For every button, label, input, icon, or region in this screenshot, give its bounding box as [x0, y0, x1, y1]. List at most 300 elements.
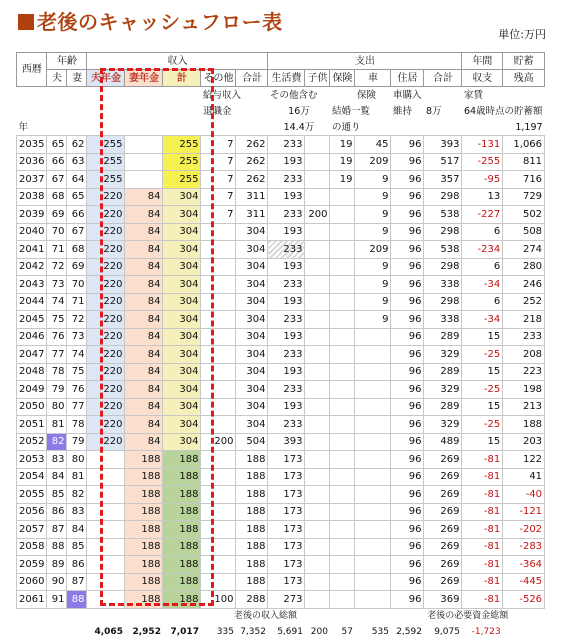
husband-age-cell: 90: [47, 573, 67, 591]
other-income-cell: [201, 258, 236, 276]
cashflow-table: [16, 52, 545, 641]
savings-cell: 223: [503, 363, 545, 381]
wife-pension-cell: 188: [125, 486, 163, 504]
col-savings-balance: 残高: [503, 70, 545, 87]
living-cell: 173: [268, 521, 305, 539]
husband-pension-cell: 255: [87, 136, 125, 154]
wife-age-cell: 78: [67, 416, 87, 434]
husband-pension-cell: 220: [87, 363, 125, 381]
insurance-cell: [330, 573, 355, 591]
children-cell: [305, 398, 330, 416]
car-cell: [355, 328, 391, 346]
living-cell: 233: [268, 311, 305, 329]
savings-cell: 1,066: [503, 136, 545, 154]
expense-total-cell: 517: [424, 153, 462, 171]
insurance-cell: [330, 346, 355, 364]
note-row-1: [17, 87, 545, 104]
table-row: [17, 486, 545, 504]
col-income-total: 合計: [236, 70, 268, 87]
other-income-cell: [201, 363, 236, 381]
wife-pension-cell: 84: [125, 223, 163, 241]
insurance-cell: [330, 241, 355, 259]
balance-cell: -81: [462, 503, 503, 521]
housing-cell: 96: [391, 136, 424, 154]
car-cell: 9: [355, 206, 391, 224]
wife-age-cell: 67: [67, 223, 87, 241]
balance-cell: -81: [462, 521, 503, 539]
col-wife-age: 妻: [67, 70, 87, 87]
other-income-cell: [201, 451, 236, 469]
wife-pension-cell: 84: [125, 311, 163, 329]
housing-cell: 96: [391, 486, 424, 504]
children-cell: [305, 153, 330, 171]
savings-cell: 188: [503, 416, 545, 434]
income-total-cell: 188: [236, 538, 268, 556]
col-savings-header: 貯蓄: [503, 53, 545, 70]
wife-age-cell: 84: [67, 521, 87, 539]
living-cell: 173: [268, 556, 305, 574]
car-cell: 9: [355, 293, 391, 311]
year-cell: 2037: [17, 171, 47, 189]
year-cell: 2049: [17, 381, 47, 399]
income-total-cell: 188: [236, 503, 268, 521]
income-total-cell: 304: [236, 223, 268, 241]
wife-age-cell: 69: [67, 258, 87, 276]
wife-pension-cell: [125, 153, 163, 171]
table-row: [17, 503, 545, 521]
insurance-cell: [330, 416, 355, 434]
other-income-cell: [201, 503, 236, 521]
husband-age-cell: 85: [47, 486, 67, 504]
savings-cell: 252: [503, 293, 545, 311]
year-cell: 2051: [17, 416, 47, 434]
income-total-cell: 188: [236, 468, 268, 486]
savings-cell: 122: [503, 451, 545, 469]
wife-pension-cell: 84: [125, 241, 163, 259]
other-income-cell: 7: [201, 136, 236, 154]
total-other: 335: [216, 627, 234, 637]
other-income-cell: 200: [201, 433, 236, 451]
note-maintenance: 維持: [392, 105, 412, 117]
col-income-header: 収入: [87, 53, 268, 70]
wife-age-cell: 62: [67, 136, 87, 154]
note-retirement: 退職金: [202, 105, 232, 117]
table-row: [17, 451, 545, 469]
year-cell: 2036: [17, 153, 47, 171]
other-income-cell: [201, 521, 236, 539]
husband-pension-cell: 220: [87, 258, 125, 276]
car-cell: [355, 486, 391, 504]
year-cell: 2043: [17, 276, 47, 294]
income-total-cell: 262: [236, 153, 268, 171]
table-row: [17, 223, 545, 241]
other-income-cell: 100: [201, 591, 236, 609]
insurance-cell: [330, 451, 355, 469]
husband-pension-cell: 220: [87, 223, 125, 241]
savings-cell: 208: [503, 346, 545, 364]
year-cell: 2044: [17, 293, 47, 311]
col-expense-header: 支出: [268, 53, 462, 70]
wife-age-cell: 87: [67, 573, 87, 591]
children-cell: [305, 171, 330, 189]
income-total-cell: 304: [236, 276, 268, 294]
savings-cell: -364: [503, 556, 545, 574]
other-income-cell: [201, 486, 236, 504]
insurance-cell: [330, 188, 355, 206]
note-wedding: 結婚一覧: [331, 105, 370, 117]
car-cell: [355, 363, 391, 381]
husband-pension-cell: [87, 538, 125, 556]
table-row: [17, 241, 545, 259]
expense-total-cell: 289: [424, 328, 462, 346]
expense-total-cell: 298: [424, 293, 462, 311]
savings-cell: 280: [503, 258, 545, 276]
expense-total-cell: 289: [424, 398, 462, 416]
balance-cell: -81: [462, 468, 503, 486]
income-subtotal-cell: 304: [163, 363, 201, 381]
wife-age-cell: 81: [67, 468, 87, 486]
savings-cell: 218: [503, 311, 545, 329]
husband-pension-cell: [87, 468, 125, 486]
husband-pension-cell: 220: [87, 206, 125, 224]
savings-cell: 508: [503, 223, 545, 241]
col-wife-pension: 妻年金: [125, 70, 163, 87]
other-income-cell: 7: [201, 206, 236, 224]
income-total-cell: 188: [236, 573, 268, 591]
husband-age-cell: 86: [47, 503, 67, 521]
husband-pension-cell: 255: [87, 153, 125, 171]
wife-pension-cell: 84: [125, 276, 163, 294]
year-cell: 2050: [17, 398, 47, 416]
expense-total-cell: 298: [424, 188, 462, 206]
husband-pension-cell: 220: [87, 346, 125, 364]
income-subtotal-cell: 188: [163, 486, 201, 504]
savings-cell: -40: [503, 486, 545, 504]
wife-pension-cell: 84: [125, 188, 163, 206]
year-cell: 2053: [17, 451, 47, 469]
table-row: [17, 258, 545, 276]
other-income-cell: [201, 538, 236, 556]
car-cell: 9: [355, 258, 391, 276]
savings-cell: 198: [503, 381, 545, 399]
expense-total-cell: 538: [424, 241, 462, 259]
income-subtotal-cell: 188: [163, 538, 201, 556]
note-living-val: 16万: [288, 105, 310, 117]
balance-cell: -81: [462, 486, 503, 504]
year-cell: 2041: [17, 241, 47, 259]
husband-age-cell: 66: [47, 153, 67, 171]
wife-pension-cell: 84: [125, 293, 163, 311]
car-cell: [355, 591, 391, 609]
wife-age-cell: 68: [67, 241, 87, 259]
insurance-cell: [330, 433, 355, 451]
col-balance: 収支: [462, 70, 503, 87]
housing-cell: 96: [391, 363, 424, 381]
income-total-cell: 304: [236, 293, 268, 311]
expense-total-cell: 269: [424, 503, 462, 521]
husband-pension-cell: 220: [87, 311, 125, 329]
living-cell: 193: [268, 328, 305, 346]
housing-cell: 96: [391, 433, 424, 451]
husband-age-cell: 82: [47, 433, 67, 451]
car-cell: 9: [355, 276, 391, 294]
car-cell: [355, 398, 391, 416]
expense-total-cell: 298: [424, 223, 462, 241]
car-cell: 9: [355, 171, 391, 189]
note-salary: 給与収入: [202, 89, 241, 101]
housing-cell: 96: [391, 328, 424, 346]
year-cell: 2059: [17, 556, 47, 574]
insurance-cell: [330, 363, 355, 381]
other-income-cell: 7: [201, 188, 236, 206]
wife-pension-cell: 188: [125, 468, 163, 486]
car-cell: 9: [355, 188, 391, 206]
total-children: 200: [310, 627, 328, 637]
totals-label-row: [17, 608, 545, 625]
total-wife-pension: 2,952: [132, 627, 161, 637]
note-rent: 家賃: [463, 89, 483, 101]
balance-cell: -34: [462, 311, 503, 329]
wife-pension-cell: 84: [125, 258, 163, 276]
table-row: [17, 328, 545, 346]
income-subtotal-cell: 304: [163, 206, 201, 224]
expense-total-cell: 289: [424, 363, 462, 381]
table-row: [17, 521, 545, 539]
wife-age-cell: 85: [67, 538, 87, 556]
living-cell: 273: [268, 591, 305, 609]
data-rows: [17, 136, 545, 609]
housing-cell: 96: [391, 188, 424, 206]
balance-cell: 15: [462, 433, 503, 451]
balance-cell: 13: [462, 188, 503, 206]
income-total-cell: 188: [236, 521, 268, 539]
wife-pension-cell: 84: [125, 346, 163, 364]
income-total-cell: 304: [236, 416, 268, 434]
expense-total-cell: 369: [424, 591, 462, 609]
col-housing: 住居: [391, 70, 424, 87]
savings-cell: -283: [503, 538, 545, 556]
wife-age-cell: 73: [67, 328, 87, 346]
children-cell: [305, 381, 330, 399]
housing-cell: 96: [391, 381, 424, 399]
income-total-cell: 311: [236, 206, 268, 224]
husband-age-cell: 83: [47, 451, 67, 469]
balance-cell: 15: [462, 328, 503, 346]
children-cell: [305, 223, 330, 241]
wife-pension-cell: 188: [125, 556, 163, 574]
balance-cell: 6: [462, 223, 503, 241]
husband-age-cell: 65: [47, 136, 67, 154]
col-other-income: その他: [201, 70, 236, 87]
note-other-incl: その他含む: [269, 89, 318, 101]
wife-pension-cell: 188: [125, 521, 163, 539]
balance-cell: -81: [462, 573, 503, 591]
other-income-cell: [201, 223, 236, 241]
savings-cell: 203: [503, 433, 545, 451]
balance-cell: -81: [462, 556, 503, 574]
husband-pension-cell: [87, 573, 125, 591]
other-income-cell: [201, 328, 236, 346]
housing-cell: 96: [391, 503, 424, 521]
income-subtotal-cell: 188: [163, 468, 201, 486]
car-cell: 9: [355, 223, 391, 241]
insurance-cell: [330, 293, 355, 311]
income-subtotal-cell: 188: [163, 573, 201, 591]
husband-pension-cell: 220: [87, 276, 125, 294]
note-savings: 64歳時点の貯蓄額: [463, 105, 543, 117]
balance-cell: -25: [462, 381, 503, 399]
income-subtotal-cell: 188: [163, 591, 201, 609]
income-subtotal-cell: 304: [163, 381, 201, 399]
insurance-cell: 19: [330, 171, 355, 189]
balance-cell: -81: [462, 538, 503, 556]
housing-cell: 96: [391, 223, 424, 241]
title-square-icon: [18, 14, 34, 30]
wife-age-cell: 80: [67, 451, 87, 469]
wife-age-cell: 71: [67, 293, 87, 311]
children-cell: [305, 556, 330, 574]
balance-cell: 6: [462, 258, 503, 276]
other-income-cell: 7: [201, 171, 236, 189]
housing-cell: 96: [391, 311, 424, 329]
income-subtotal-cell: 304: [163, 241, 201, 259]
living-cell: 193: [268, 398, 305, 416]
year-cell: 2060: [17, 573, 47, 591]
expense-total-cell: 393: [424, 136, 462, 154]
col-age-header: 年齢: [47, 53, 87, 70]
insurance-cell: 19: [330, 153, 355, 171]
housing-cell: 96: [391, 573, 424, 591]
husband-pension-cell: 220: [87, 328, 125, 346]
table-row: [17, 591, 545, 609]
note-row-2: [17, 103, 545, 119]
balance-cell: -255: [462, 153, 503, 171]
children-cell: [305, 538, 330, 556]
living-cell: 173: [268, 573, 305, 591]
wife-age-cell: 65: [67, 188, 87, 206]
wife-age-cell: 72: [67, 311, 87, 329]
wife-pension-cell: 84: [125, 328, 163, 346]
col-insurance: 保険: [330, 70, 355, 87]
balance-cell: -131: [462, 136, 503, 154]
income-total-cell: 188: [236, 556, 268, 574]
children-cell: [305, 276, 330, 294]
wife-pension-cell: [125, 136, 163, 154]
car-cell: [355, 416, 391, 434]
income-total-cell: 304: [236, 311, 268, 329]
table-row: [17, 363, 545, 381]
col-expense-total: 合計: [424, 70, 462, 87]
wife-age-cell: 63: [67, 153, 87, 171]
wife-age-cell: 79: [67, 433, 87, 451]
car-cell: [355, 556, 391, 574]
income-subtotal-cell: 304: [163, 433, 201, 451]
income-subtotal-cell: 188: [163, 451, 201, 469]
children-cell: [305, 486, 330, 504]
wife-pension-cell: 188: [125, 538, 163, 556]
expense-total-cell: 269: [424, 556, 462, 574]
total-income: 7,352: [240, 627, 266, 637]
living-cell: 173: [268, 486, 305, 504]
insurance-cell: [330, 556, 355, 574]
children-cell: [305, 241, 330, 259]
savings-cell: -526: [503, 591, 545, 609]
year-cell: 2046: [17, 328, 47, 346]
living-cell: 173: [268, 503, 305, 521]
col-husband-pension: 夫年金: [87, 70, 125, 87]
husband-pension-cell: [87, 503, 125, 521]
income-total-cell: 188: [236, 486, 268, 504]
living-cell: 233: [268, 276, 305, 294]
insurance-cell: [330, 311, 355, 329]
table-row: [17, 171, 545, 189]
table-row: [17, 346, 545, 364]
income-subtotal-cell: 304: [163, 328, 201, 346]
title-text: 老後のキャッシュフロー表: [37, 10, 283, 34]
husband-age-cell: 84: [47, 468, 67, 486]
insurance-cell: [330, 468, 355, 486]
other-income-cell: [201, 416, 236, 434]
husband-age-cell: 70: [47, 223, 67, 241]
children-cell: [305, 416, 330, 434]
balance-cell: -81: [462, 451, 503, 469]
living-cell: 233: [268, 171, 305, 189]
savings-cell: -445: [503, 573, 545, 591]
wife-pension-cell: 84: [125, 398, 163, 416]
expense-total-cell: 269: [424, 538, 462, 556]
car-cell: 9: [355, 311, 391, 329]
insurance-cell: [330, 223, 355, 241]
husband-age-cell: 89: [47, 556, 67, 574]
housing-cell: 96: [391, 171, 424, 189]
car-cell: [355, 346, 391, 364]
wife-pension-cell: 188: [125, 573, 163, 591]
table-row: [17, 573, 545, 591]
husband-age-cell: 76: [47, 328, 67, 346]
living-cell: 173: [268, 451, 305, 469]
balance-cell: -227: [462, 206, 503, 224]
income-subtotal-cell: 304: [163, 223, 201, 241]
children-cell: 200: [305, 206, 330, 224]
husband-age-cell: 74: [47, 293, 67, 311]
husband-pension-cell: 220: [87, 416, 125, 434]
income-total-cell: 311: [236, 188, 268, 206]
living-cell: 233: [268, 136, 305, 154]
total-expense: 9,075: [434, 627, 460, 637]
total-insurance: 57: [341, 627, 353, 637]
income-subtotal-cell: 304: [163, 346, 201, 364]
year-cell: 2057: [17, 521, 47, 539]
savings-cell: 716: [503, 171, 545, 189]
wife-age-cell: 83: [67, 503, 87, 521]
living-cell: 393: [268, 433, 305, 451]
other-income-cell: [201, 346, 236, 364]
income-total-cell: 262: [236, 136, 268, 154]
table-row: [17, 311, 545, 329]
wife-age-cell: 70: [67, 276, 87, 294]
table-row: [17, 206, 545, 224]
wife-pension-cell: 84: [125, 433, 163, 451]
housing-cell: 96: [391, 293, 424, 311]
children-cell: [305, 136, 330, 154]
husband-age-cell: 79: [47, 381, 67, 399]
car-cell: [355, 451, 391, 469]
living-cell: 193: [268, 363, 305, 381]
note-living-yearly: 14.4万: [283, 121, 315, 133]
wife-pension-cell: 84: [125, 363, 163, 381]
husband-pension-cell: [87, 556, 125, 574]
husband-pension-cell: [87, 486, 125, 504]
